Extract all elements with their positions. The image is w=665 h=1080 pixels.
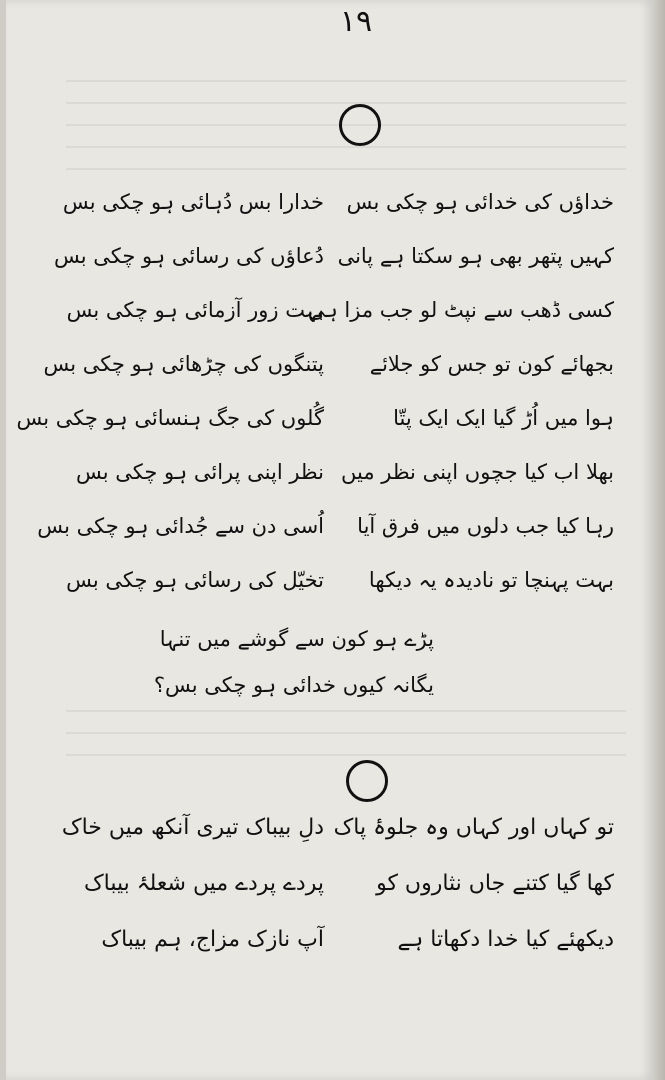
verse-line: تو کہاں اور کہاں وہ جلوۂ پاک [333, 815, 614, 840]
verse-line: بہت پہنچا تو نادیدہ یہ دیکھا [368, 568, 614, 592]
section-divider-circle [339, 104, 381, 146]
verse-line: آپ نازک مزاج، ہم بیباک [101, 927, 324, 952]
verse-line: کسی ڈھب سے نپٹ لو جب مزا ہی [307, 298, 614, 322]
verse-line: بہت زور آزمائی ہو چکی بس [66, 298, 324, 322]
verse-line: یگانہ کیوں خدائی ہو چکی بس؟ [153, 673, 434, 697]
verse-line: پردے پردے میں شعلۂ بیباک [83, 871, 324, 896]
verse-line: دُعاؤں کی رسائی ہو چکی بس [53, 244, 324, 268]
verse-line: گُلوں کی جگ ہنسائی ہو چکی بس [16, 406, 324, 430]
verse-column-left [62, 800, 324, 968]
verse-column-right [334, 800, 614, 968]
verse-line: دیکھئے کیا خدا دکھاتا ہے [397, 927, 614, 952]
book-page [6, 0, 654, 1080]
verse-line: ہوا میں اُڑ گیا ایک ایک پتّا [393, 406, 614, 430]
closing-couplet [154, 616, 434, 708]
verse-line: رہا کیا جب دلوں میں فرق آیا [357, 514, 614, 538]
verse-line: دلِ بیباک تیری آنکھ میں خاک [61, 815, 324, 840]
page-number: ۱۹ [339, 4, 373, 39]
verse-line: بجھائے کون تو جس کو جلائے [369, 352, 614, 376]
verse-line: بھلا اب کیا جچوں اپنی نظر میں [341, 460, 614, 484]
section-divider-circle [346, 760, 388, 802]
verse-line: کھا گیا کتنے جاں نثاروں کو [376, 871, 614, 896]
verse-line: پتنگوں کی چڑھائی ہو چکی بس [43, 352, 324, 376]
verse-line: اُسی دن سے جُدائی ہو چکی بس [37, 514, 324, 538]
verse-line: پڑے ہو کون سے گوشے میں تنہا [159, 627, 434, 651]
verse-line: تخیّل کی رسائی ہو چکی بس [66, 568, 324, 592]
page-edge [654, 0, 665, 1080]
verse-line: نظر اپنی پرائی ہو چکی بس [75, 460, 324, 484]
verse-line: خداؤں کی خدائی ہو چکی بس [346, 190, 614, 214]
verse-column-left [16, 175, 324, 607]
verse-column-right [308, 175, 614, 607]
verse-line: خدارا بس دُہائی ہو چکی بس [62, 190, 324, 214]
verse-line: کہیں پتھر بھی ہو سکتا ہے پانی [337, 244, 614, 268]
